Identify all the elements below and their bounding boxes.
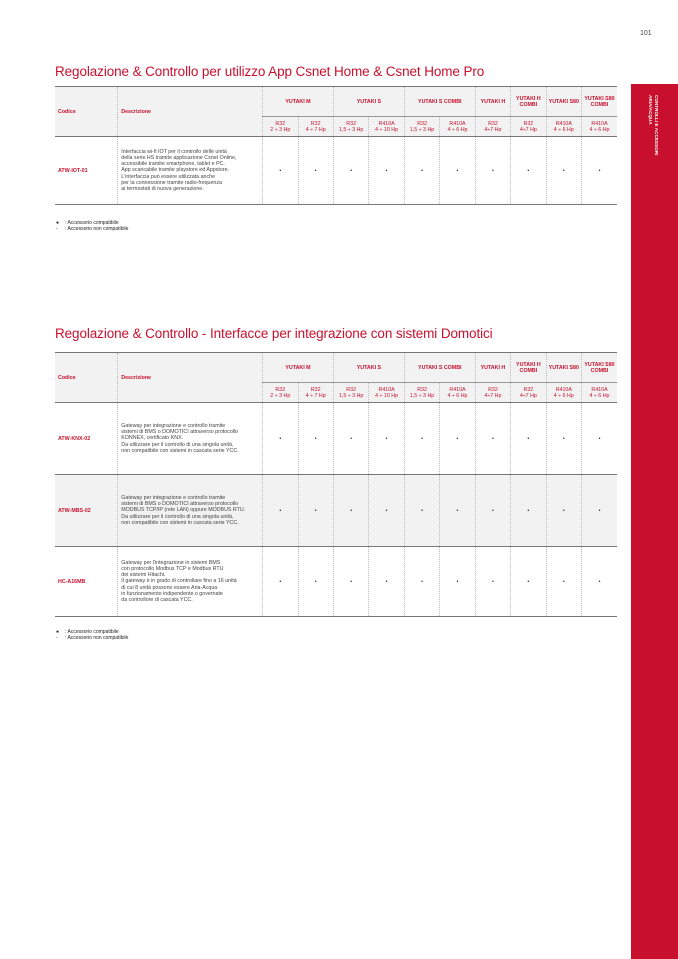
- refrigerant-label: R32: [346, 120, 357, 127]
- compatibility-mark: •: [546, 547, 581, 617]
- compatibility-mark: •: [333, 403, 368, 475]
- column-group-header: YUTAKI S COMBI: [404, 353, 475, 383]
- compatibility-mark: •: [298, 475, 333, 547]
- product-description: [118, 547, 263, 617]
- column-subheader: [582, 383, 617, 403]
- compatibility-mark: •: [546, 475, 581, 547]
- description-line: da controllore di cascata YCC.: [121, 596, 193, 603]
- capacity-range-label: 4 ÷ 10 Hp: [375, 126, 399, 133]
- column-group-header: YUTAKI S80 COMBI: [582, 87, 617, 117]
- section-title-domotic: Regolazione & Controllo - Interfacce per integrazione con sistemi Domotici: [55, 326, 493, 341]
- description-line: Da utilizzare per il controllo di una singola unità,: [121, 441, 234, 448]
- compatibility-mark: •: [404, 475, 439, 547]
- compatibility-mark: •: [511, 547, 546, 617]
- capacity-range-label: 4 ÷ 6 Hp: [553, 392, 574, 399]
- table-domotic-interfaces: [55, 352, 617, 617]
- capacity-range-label: 4 ÷ 6 Hp: [447, 392, 468, 399]
- column-subheader: [440, 117, 475, 137]
- compatibility-mark: •: [263, 137, 298, 205]
- description-line: dei sistemi Hitachi.: [121, 572, 166, 579]
- compatibility-mark: •: [511, 403, 546, 475]
- description-line: Interfaccia wi-fi IOT per il controllo delle unità: [121, 149, 227, 156]
- description-line: non compatibile con sistemi in cascata serie YCC.: [121, 519, 239, 526]
- refrigerant-label: R32: [523, 120, 534, 127]
- column-subheader: [511, 117, 546, 137]
- column-subheader: [263, 383, 298, 403]
- description-line: Il gateway è in grado di controllare fino a 16 unità: [121, 578, 237, 585]
- column-group-header: YUTAKI M: [263, 87, 334, 117]
- description-line: sistemi di BMS o DOMOTICI attraverso protocollo: [121, 429, 239, 436]
- capacity-range-label: 4 ÷ 6 Hp: [589, 392, 610, 399]
- column-group-header: YUTAKI H: [475, 87, 510, 117]
- legend-symbol: ●: [56, 220, 60, 226]
- product-code: HC-A16MB: [55, 547, 118, 617]
- description-line: Da utilizzare per il controllo di una singola unità,: [121, 513, 234, 520]
- capacity-range-label: 4 ÷ 6 Hp: [447, 126, 468, 133]
- compatibility-mark: •: [333, 137, 368, 205]
- compatibility-mark: •: [298, 137, 333, 205]
- column-subheader: [333, 117, 368, 137]
- compatibility-mark: •: [263, 547, 298, 617]
- column-subheader: [440, 383, 475, 403]
- refrigerant-label: R32: [417, 386, 427, 393]
- compatibility-mark: •: [333, 475, 368, 547]
- column-subheader: [546, 383, 581, 403]
- description-line: della serie HS tramite applicazione Csnet Online,: [121, 155, 237, 162]
- compatibility-mark: •: [333, 547, 368, 617]
- page-number: 101: [640, 30, 652, 37]
- legend-symbol: ●: [56, 629, 60, 635]
- table-row: [55, 547, 617, 617]
- compatibility-mark: •: [511, 475, 546, 547]
- compatibility-mark: •: [546, 137, 581, 205]
- compatibility-mark: •: [440, 137, 475, 205]
- description-line: non compatibile con sistemi in cascata serie YCC.: [121, 447, 239, 454]
- product-description: [118, 475, 263, 547]
- column-subheader: [369, 117, 404, 137]
- table-row: [55, 403, 617, 475]
- description-line: per la connessione tramite radio-frequenza: [121, 179, 222, 186]
- column-subheader: [582, 117, 617, 137]
- side-tab-line-1: CONTROLLI E ACCESSORI: [654, 95, 659, 156]
- refrigerant-label: R32: [417, 120, 427, 127]
- column-header-description: Descrizione: [118, 87, 263, 137]
- compatibility-mark: •: [475, 137, 510, 205]
- compatibility-mark: •: [440, 403, 475, 475]
- compatibility-mark: •: [263, 475, 298, 547]
- legend-text: : Accessorio non compatibile: [65, 635, 129, 641]
- description-line: L'interfaccia può essere utilizzata anche: [121, 173, 216, 180]
- description-line: in funzionamento indipendente o governate: [121, 590, 223, 597]
- refrigerant-label: R32: [346, 386, 357, 393]
- column-group-header: YUTAKI H COMBI: [511, 87, 546, 117]
- refrigerant-label: R32: [275, 386, 286, 393]
- description-line: ai termostati di nuova generazione.: [121, 185, 204, 192]
- header-row-groups: [55, 87, 617, 117]
- column-subheader: [369, 383, 404, 403]
- product-code: ATW-MBS-02: [55, 475, 118, 547]
- table-app-accessories: [55, 86, 617, 205]
- refrigerant-label: R32: [523, 386, 534, 393]
- compatibility-mark: •: [582, 475, 617, 547]
- refrigerant-label: R32: [310, 120, 321, 127]
- compatibility-mark: •: [582, 403, 617, 475]
- legend-symbol: -: [56, 635, 58, 641]
- refrigerant-label: R32: [275, 120, 286, 127]
- compatibility-mark: •: [263, 403, 298, 475]
- header-row-groups: [55, 353, 617, 383]
- column-subheader: [404, 117, 439, 137]
- compatibility-mark: •: [511, 137, 546, 205]
- description-line: Gateway per l'integrazione in sistemi BMS: [121, 560, 221, 567]
- refrigerant-label: R410A: [555, 120, 572, 127]
- capacity-range-label: 4÷7 Hp: [519, 126, 537, 133]
- table-row: [55, 475, 617, 547]
- legend-row: [56, 226, 128, 232]
- column-group-header: YUTAKI S80: [546, 353, 581, 383]
- compatibility-mark: •: [369, 475, 404, 547]
- column-group-header: YUTAKI S: [333, 87, 404, 117]
- column-subheader: [475, 117, 510, 137]
- table-row: [55, 137, 617, 205]
- capacity-range-label: 1,5 ÷ 3 Hp: [338, 126, 364, 133]
- refrigerant-label: R32: [310, 386, 321, 393]
- refrigerant-label: R32: [488, 120, 498, 127]
- column-subheader: [475, 383, 510, 403]
- legend-text: : Accessorio compatibile: [65, 629, 119, 635]
- legend-text: : Accessorio non compatibile: [65, 226, 129, 232]
- refrigerant-label: R410A: [555, 386, 572, 393]
- column-subheader: [511, 383, 546, 403]
- capacity-range-label: 2 ÷ 3 Hp: [270, 392, 291, 399]
- side-band: [631, 84, 678, 959]
- side-tab-label: [647, 95, 659, 175]
- capacity-range-label: 2 ÷ 3 Hp: [270, 126, 291, 133]
- compatibility-mark: •: [440, 475, 475, 547]
- compatibility-mark: •: [440, 547, 475, 617]
- column-group-header: YUTAKI M: [263, 353, 334, 383]
- column-group-header: YUTAKI S: [333, 353, 404, 383]
- refrigerant-label: R410A: [591, 386, 608, 393]
- capacity-range-label: 1,5 ÷ 3 Hp: [409, 392, 435, 399]
- refrigerant-label: R32: [488, 386, 498, 393]
- compatibility-mark: •: [369, 137, 404, 205]
- column-group-header: YUTAKI S80: [546, 87, 581, 117]
- column-subheader: [298, 383, 333, 403]
- capacity-range-label: 1,5 ÷ 3 Hp: [338, 392, 364, 399]
- capacity-range-label: 4÷7 Hp: [484, 126, 502, 133]
- capacity-range-label: 4 ÷ 6 Hp: [589, 126, 610, 133]
- compatibility-mark: •: [546, 403, 581, 475]
- column-header-code: Codice: [55, 87, 118, 137]
- column-subheader: [298, 117, 333, 137]
- legend: [56, 220, 128, 232]
- capacity-range-label: 4÷7 Hp: [519, 392, 537, 399]
- compatibility-mark: •: [298, 547, 333, 617]
- column-subheader: [404, 383, 439, 403]
- description-line: KONNEX, certificato KNX.: [121, 435, 184, 442]
- capacity-range-label: 4 ÷ 7 Hp: [305, 392, 326, 399]
- compatibility-mark: •: [475, 547, 510, 617]
- legend: [56, 629, 128, 641]
- product-description: [118, 403, 263, 475]
- description-line: di cui 8 unità possono essere Aria-Acqua: [121, 584, 218, 591]
- product-description: [118, 137, 263, 205]
- compatibility-mark: •: [582, 137, 617, 205]
- refrigerant-label: R410A: [449, 120, 466, 127]
- compatibility-mark: •: [404, 547, 439, 617]
- legend-row: [56, 635, 128, 641]
- description-line: Gateway per integrazione e controllo tramite: [121, 495, 226, 502]
- compatibility-mark: •: [475, 475, 510, 547]
- column-header-code: Codice: [55, 353, 118, 403]
- capacity-range-label: 4÷7 Hp: [484, 392, 502, 399]
- refrigerant-label: R410A: [591, 120, 608, 127]
- column-subheader: [333, 383, 368, 403]
- description-line: sistemi di BMS o DOMOTICI attraverso protocollo: [121, 501, 239, 508]
- refrigerant-label: R410A: [378, 386, 395, 393]
- column-subheader: [263, 117, 298, 137]
- description-line: accessibile tramite smartphone, tablet e PC.: [121, 161, 225, 168]
- product-code: ATW-KNX-02: [55, 403, 118, 475]
- column-group-header: YUTAKI H COMBI: [511, 353, 546, 383]
- compatibility-mark: •: [298, 403, 333, 475]
- capacity-range-label: 4 ÷ 6 Hp: [553, 126, 574, 133]
- column-group-header: YUTAKI S COMBI: [404, 87, 475, 117]
- compatibility-mark: •: [369, 403, 404, 475]
- legend-text: : Accessorio compatibile: [65, 220, 119, 226]
- capacity-range-label: 4 ÷ 7 Hp: [305, 126, 326, 133]
- compatibility-mark: •: [475, 403, 510, 475]
- compatibility-mark: •: [369, 547, 404, 617]
- side-tab-line-2: ARIA/ACQUA: [648, 95, 653, 125]
- compatibility-mark: •: [404, 403, 439, 475]
- refrigerant-label: R410A: [378, 120, 395, 127]
- description-line: App scaricabile tramite playstore ed Appstore.: [121, 167, 230, 174]
- compatibility-mark: •: [404, 137, 439, 205]
- capacity-range-label: 4 ÷ 10 Hp: [375, 392, 399, 399]
- product-code: ATW-IOT-01: [55, 137, 118, 205]
- column-header-description: Descrizione: [118, 353, 263, 403]
- capacity-range-label: 1,5 ÷ 3 Hp: [409, 126, 435, 133]
- column-group-header: YUTAKI H: [475, 353, 510, 383]
- refrigerant-label: R410A: [449, 386, 466, 393]
- column-group-header: YUTAKI S80 COMBI: [582, 353, 617, 383]
- section-title-app: Regolazione & Controllo per utilizzo App Csnet Home & Csnet Home Pro: [55, 64, 485, 79]
- column-subheader: [546, 117, 581, 137]
- legend-symbol: -: [56, 226, 58, 232]
- compatibility-mark: •: [582, 547, 617, 617]
- description-line: con protocollo Modbus TCP e Modbus RTU: [121, 566, 224, 573]
- description-line: Gateway per integrazione e controllo tramite: [121, 423, 226, 430]
- description-line: MODBUS TCP/IP (rete LAN) oppure MODBUS RTU.: [121, 507, 246, 514]
